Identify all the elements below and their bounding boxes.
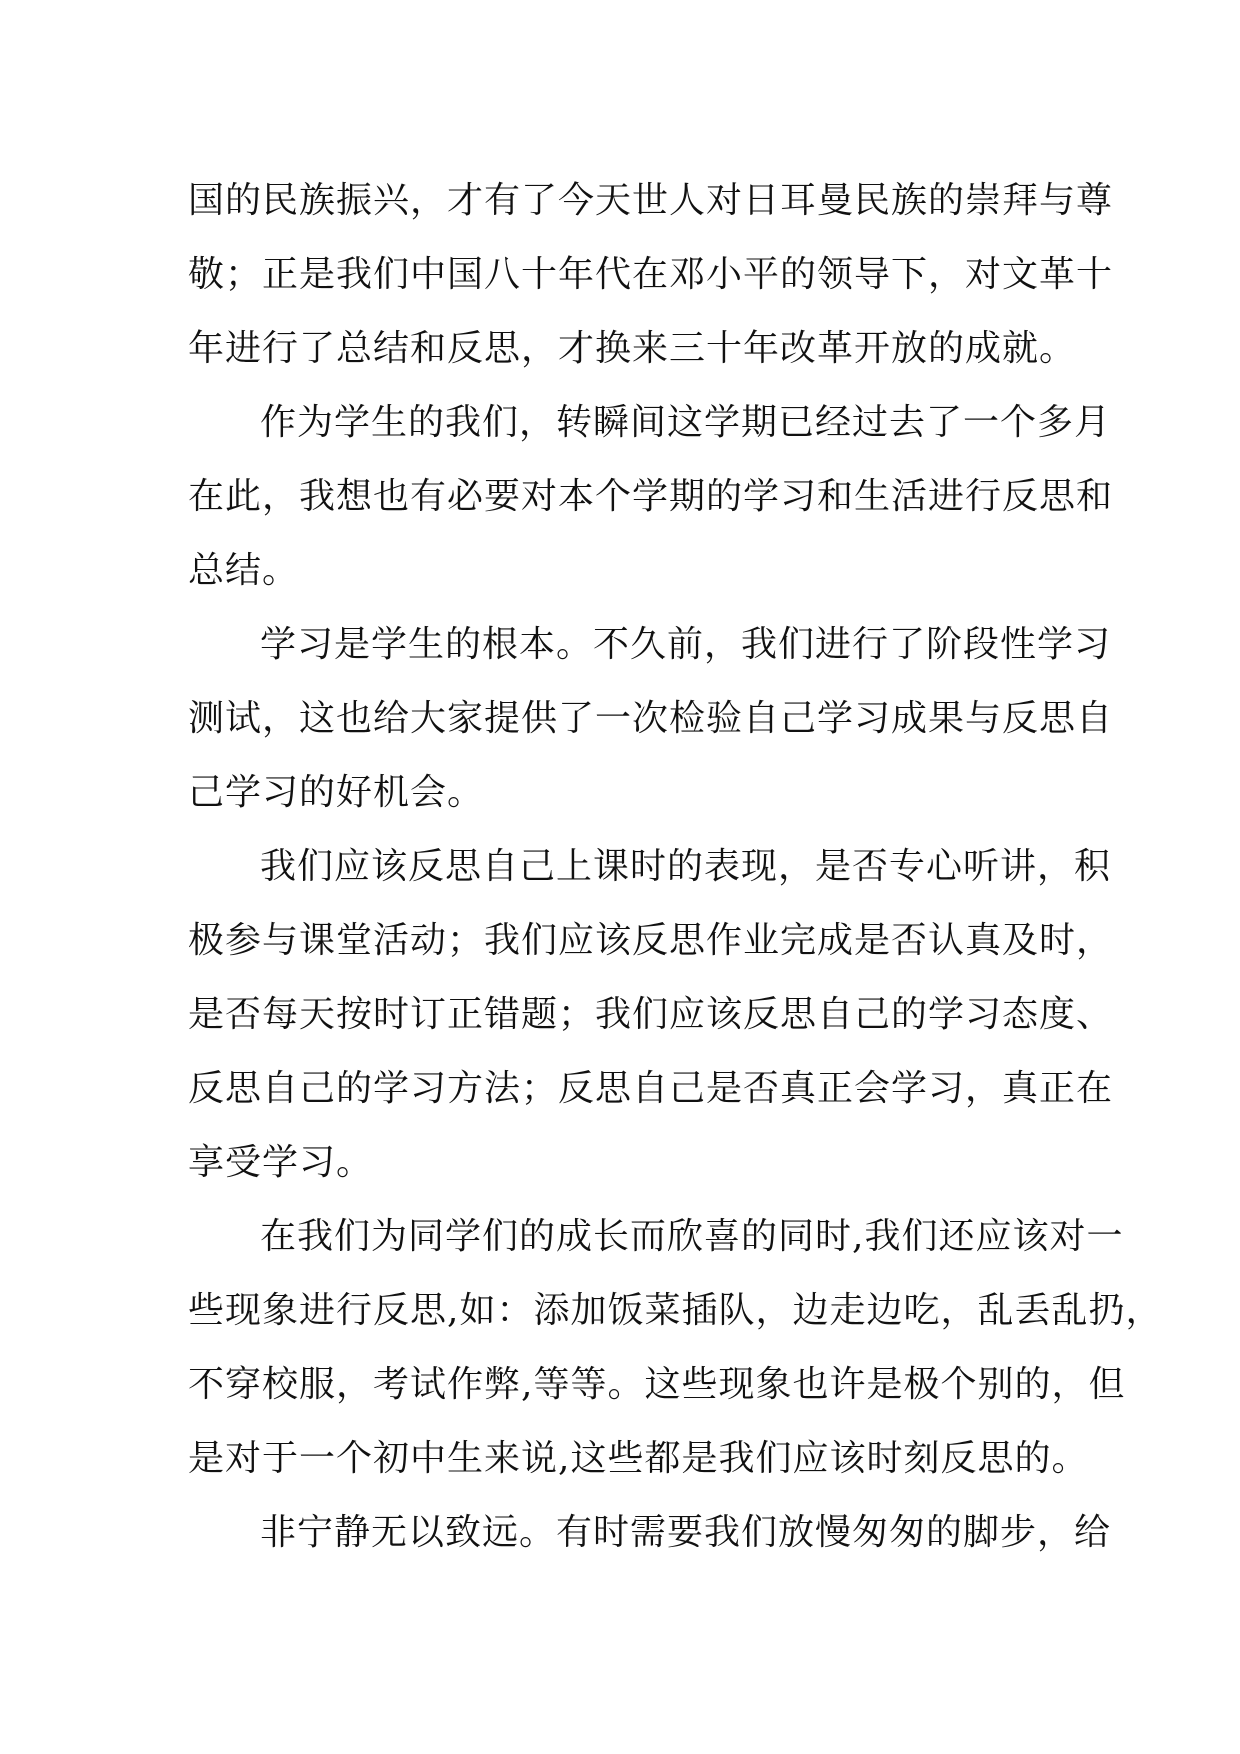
text-line: 学习是学生的根本。不久前，我们进行了阶段性学习 <box>260 624 1112 665</box>
text-line: 在我们为同学们的成长而欣喜的同时,我们还应该对一 <box>260 1216 1124 1257</box>
text-line: 敬；正是我们中国八十年代在邓小平的领导下，对文革十 <box>188 254 1114 295</box>
paragraph-1 <box>188 164 1114 386</box>
paragraph-2 <box>188 386 1114 608</box>
text-line: 测试，这也给大家提供了一次检验自己学习成果与反思自 <box>188 698 1114 739</box>
body-text <box>188 164 1163 1570</box>
text-line: 是否每天按时订正错题；我们应该反思自己的学习态度、 <box>188 994 1114 1035</box>
text-line: 是对于一个初中生来说,这些都是我们应该时刻反思的。 <box>188 1438 1089 1479</box>
text-line: 极参与课堂活动；我们应该反思作业完成是否认真及时， <box>188 920 1114 961</box>
text-line: 反思自己的学习方法；反思自己是否真正会学习，真正在 <box>188 1068 1114 1109</box>
text-line: 不穿校服，考试作弊,等等。这些现象也许是极个别的，但 <box>188 1364 1126 1405</box>
text-line: 年进行了总结和反思，才换来三十年改革开放的成就。 <box>188 328 1077 369</box>
text-line: 非宁静无以致远。有时需要我们放慢匆匆的脚步，给 <box>260 1512 1112 1553</box>
paragraph-5 <box>188 1200 1163 1496</box>
text-line: 我们应该反思自己上课时的表现，是否专心听讲，积 <box>260 846 1112 887</box>
paragraph-6 <box>188 1496 1112 1570</box>
text-line: 些现象进行反思,如：添加饭菜插队，边走边吃，乱丢乱扔， <box>188 1290 1163 1331</box>
paragraph-3 <box>188 608 1114 830</box>
text-line: 总结。 <box>188 550 300 591</box>
paragraph-4 <box>188 830 1114 1200</box>
text-line: 享受学习。 <box>188 1142 374 1183</box>
text-line: 作为学生的我们，转瞬间这学期已经过去了一个多月 <box>260 402 1112 443</box>
text-line: 在此，我想也有必要对本个学期的学习和生活进行反思和 <box>188 476 1114 517</box>
text-line: 己学习的好机会。 <box>188 772 485 813</box>
text-line: 国的民族振兴，才有了今天世人对日耳曼民族的崇拜与尊 <box>188 180 1114 221</box>
